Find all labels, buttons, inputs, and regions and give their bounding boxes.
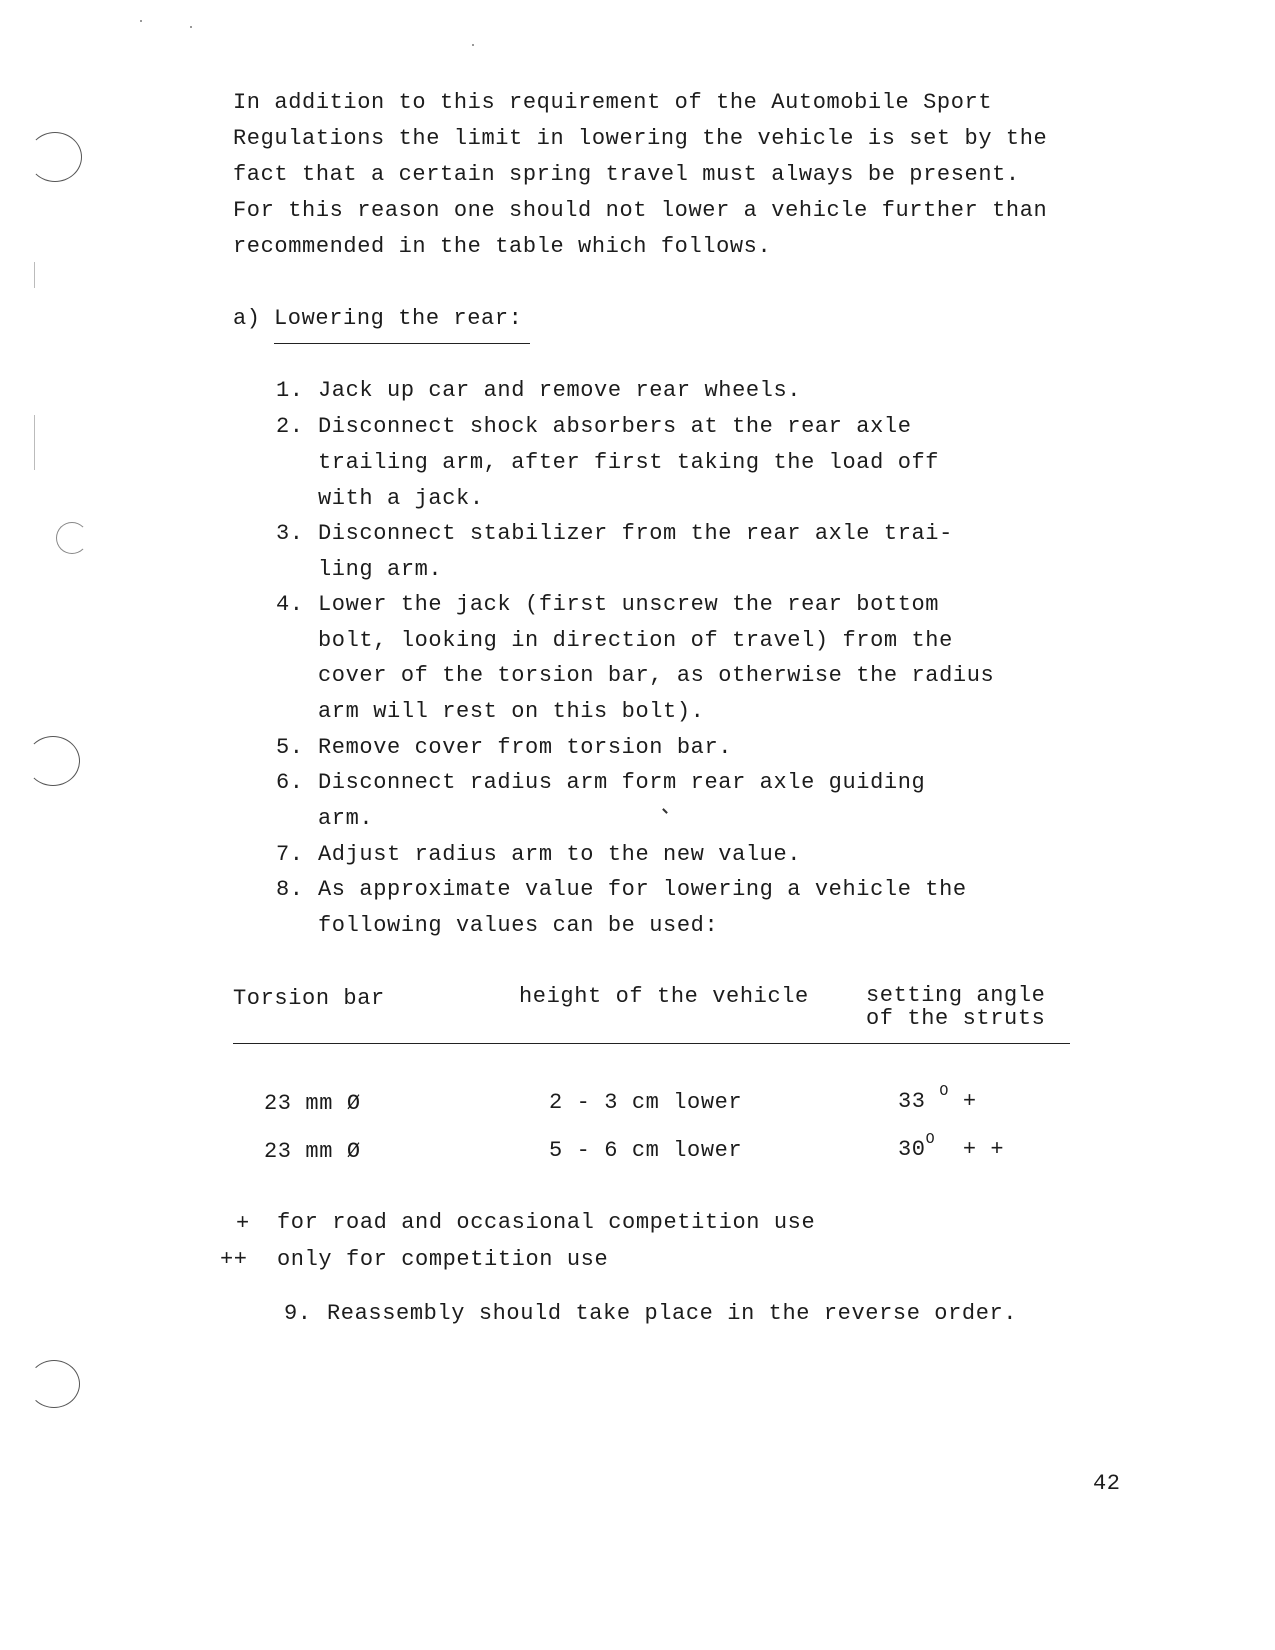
step-text: trailing arm, after first taking the load off	[318, 450, 940, 475]
section-title-underline	[274, 343, 530, 344]
step-number: 5.	[276, 735, 304, 760]
scan-margin-mark	[34, 262, 35, 288]
section-prefix: a)	[233, 306, 261, 331]
scan-speck	[662, 808, 668, 814]
table-header-angle: of the struts	[866, 1006, 1046, 1031]
table-cell-angle: $30^O$ + +	[898, 1131, 1005, 1162]
degree-sign: O	[939, 1083, 950, 1100]
table-cell-torsion-bar: 23 mm Ø	[264, 1091, 361, 1116]
step-text: Reassembly should take place in the reverse order.	[327, 1301, 1018, 1326]
binder-hole-mark	[28, 1360, 80, 1408]
scan-speck	[472, 44, 474, 46]
footnote-symbol: ++	[220, 1247, 248, 1272]
step-text: Jack up car and remove rear wheels.	[318, 378, 802, 403]
binder-hole-mark	[56, 522, 88, 554]
step-text: Disconnect radius arm form rear axle guiding	[318, 770, 926, 795]
intro-line: In addition to this requirement of the Automobile Sport	[233, 90, 993, 115]
footnote-text: for road and occasional competition use	[277, 1210, 816, 1235]
step-text: following values can be used:	[318, 913, 719, 938]
step-text: Disconnect stabilizer from the rear axle trai-	[318, 521, 953, 546]
table-cell-height: 5 - 6 cm lower	[549, 1138, 743, 1163]
scan-speck	[140, 20, 142, 22]
section-title: Lowering the rear:	[274, 306, 523, 331]
table-header-rule	[233, 1043, 1070, 1044]
page-number: 42	[1093, 1471, 1121, 1496]
step-text: As approximate value for lowering a vehicle the	[318, 877, 967, 902]
step-text: Lower the jack (first unscrew the rear bottom	[318, 592, 940, 617]
table-cell-height: 2 - 3 cm lower	[549, 1090, 743, 1115]
step-text: bolt, looking in direction of travel) from the	[318, 628, 953, 653]
step-text: Disconnect shock absorbers at the rear axle	[318, 414, 912, 439]
footnote-symbol: +	[236, 1211, 250, 1236]
intro-line: fact that a certain spring travel must always be present.	[233, 162, 1020, 187]
binder-hole-mark	[28, 132, 82, 182]
step-text: arm.	[318, 806, 374, 831]
step-number: 7.	[276, 842, 304, 867]
step-number: 4.	[276, 592, 304, 617]
step-number: 3.	[276, 521, 304, 546]
table-header-height: height of the vehicle	[519, 984, 809, 1009]
step-text: Remove cover from torsion bar.	[318, 735, 733, 760]
table-cell-torsion-bar: 23 mm Ø	[264, 1139, 361, 1164]
intro-line: Regulations the limit in lowering the vehicle is set by the	[233, 126, 1048, 151]
intro-line: recommended in the table which follows.	[233, 234, 772, 259]
step-text: cover of the torsion bar, as otherwise the radius	[318, 663, 995, 688]
step-number: 1.	[276, 378, 304, 403]
step-number: 9.	[284, 1301, 312, 1326]
step-number: 2.	[276, 414, 304, 439]
table-cell-mark: + +	[962, 1137, 1005, 1162]
binder-hole-mark	[26, 736, 80, 786]
scan-margin-mark	[34, 415, 35, 470]
table-header-angle: setting angle	[866, 983, 1046, 1008]
step-text: Adjust radius arm to the new value.	[318, 842, 802, 867]
step-text: arm will rest on this bolt).	[318, 699, 705, 724]
step-text: with a jack.	[318, 486, 484, 511]
footnote-text: only for competition use	[277, 1247, 609, 1272]
degree-sign: O	[925, 1131, 936, 1148]
table-cell-mark: +	[962, 1089, 977, 1114]
step-number: 6.	[276, 770, 304, 795]
table-header-torsion-bar: Torsion bar	[233, 986, 385, 1011]
intro-line: For this reason one should not lower a vehicle further than	[233, 198, 1048, 223]
table-cell-angle: 33 $^O$ +	[898, 1083, 977, 1114]
scan-speck	[190, 26, 192, 28]
step-number: 8.	[276, 877, 304, 902]
step-text: ling arm.	[318, 557, 443, 582]
